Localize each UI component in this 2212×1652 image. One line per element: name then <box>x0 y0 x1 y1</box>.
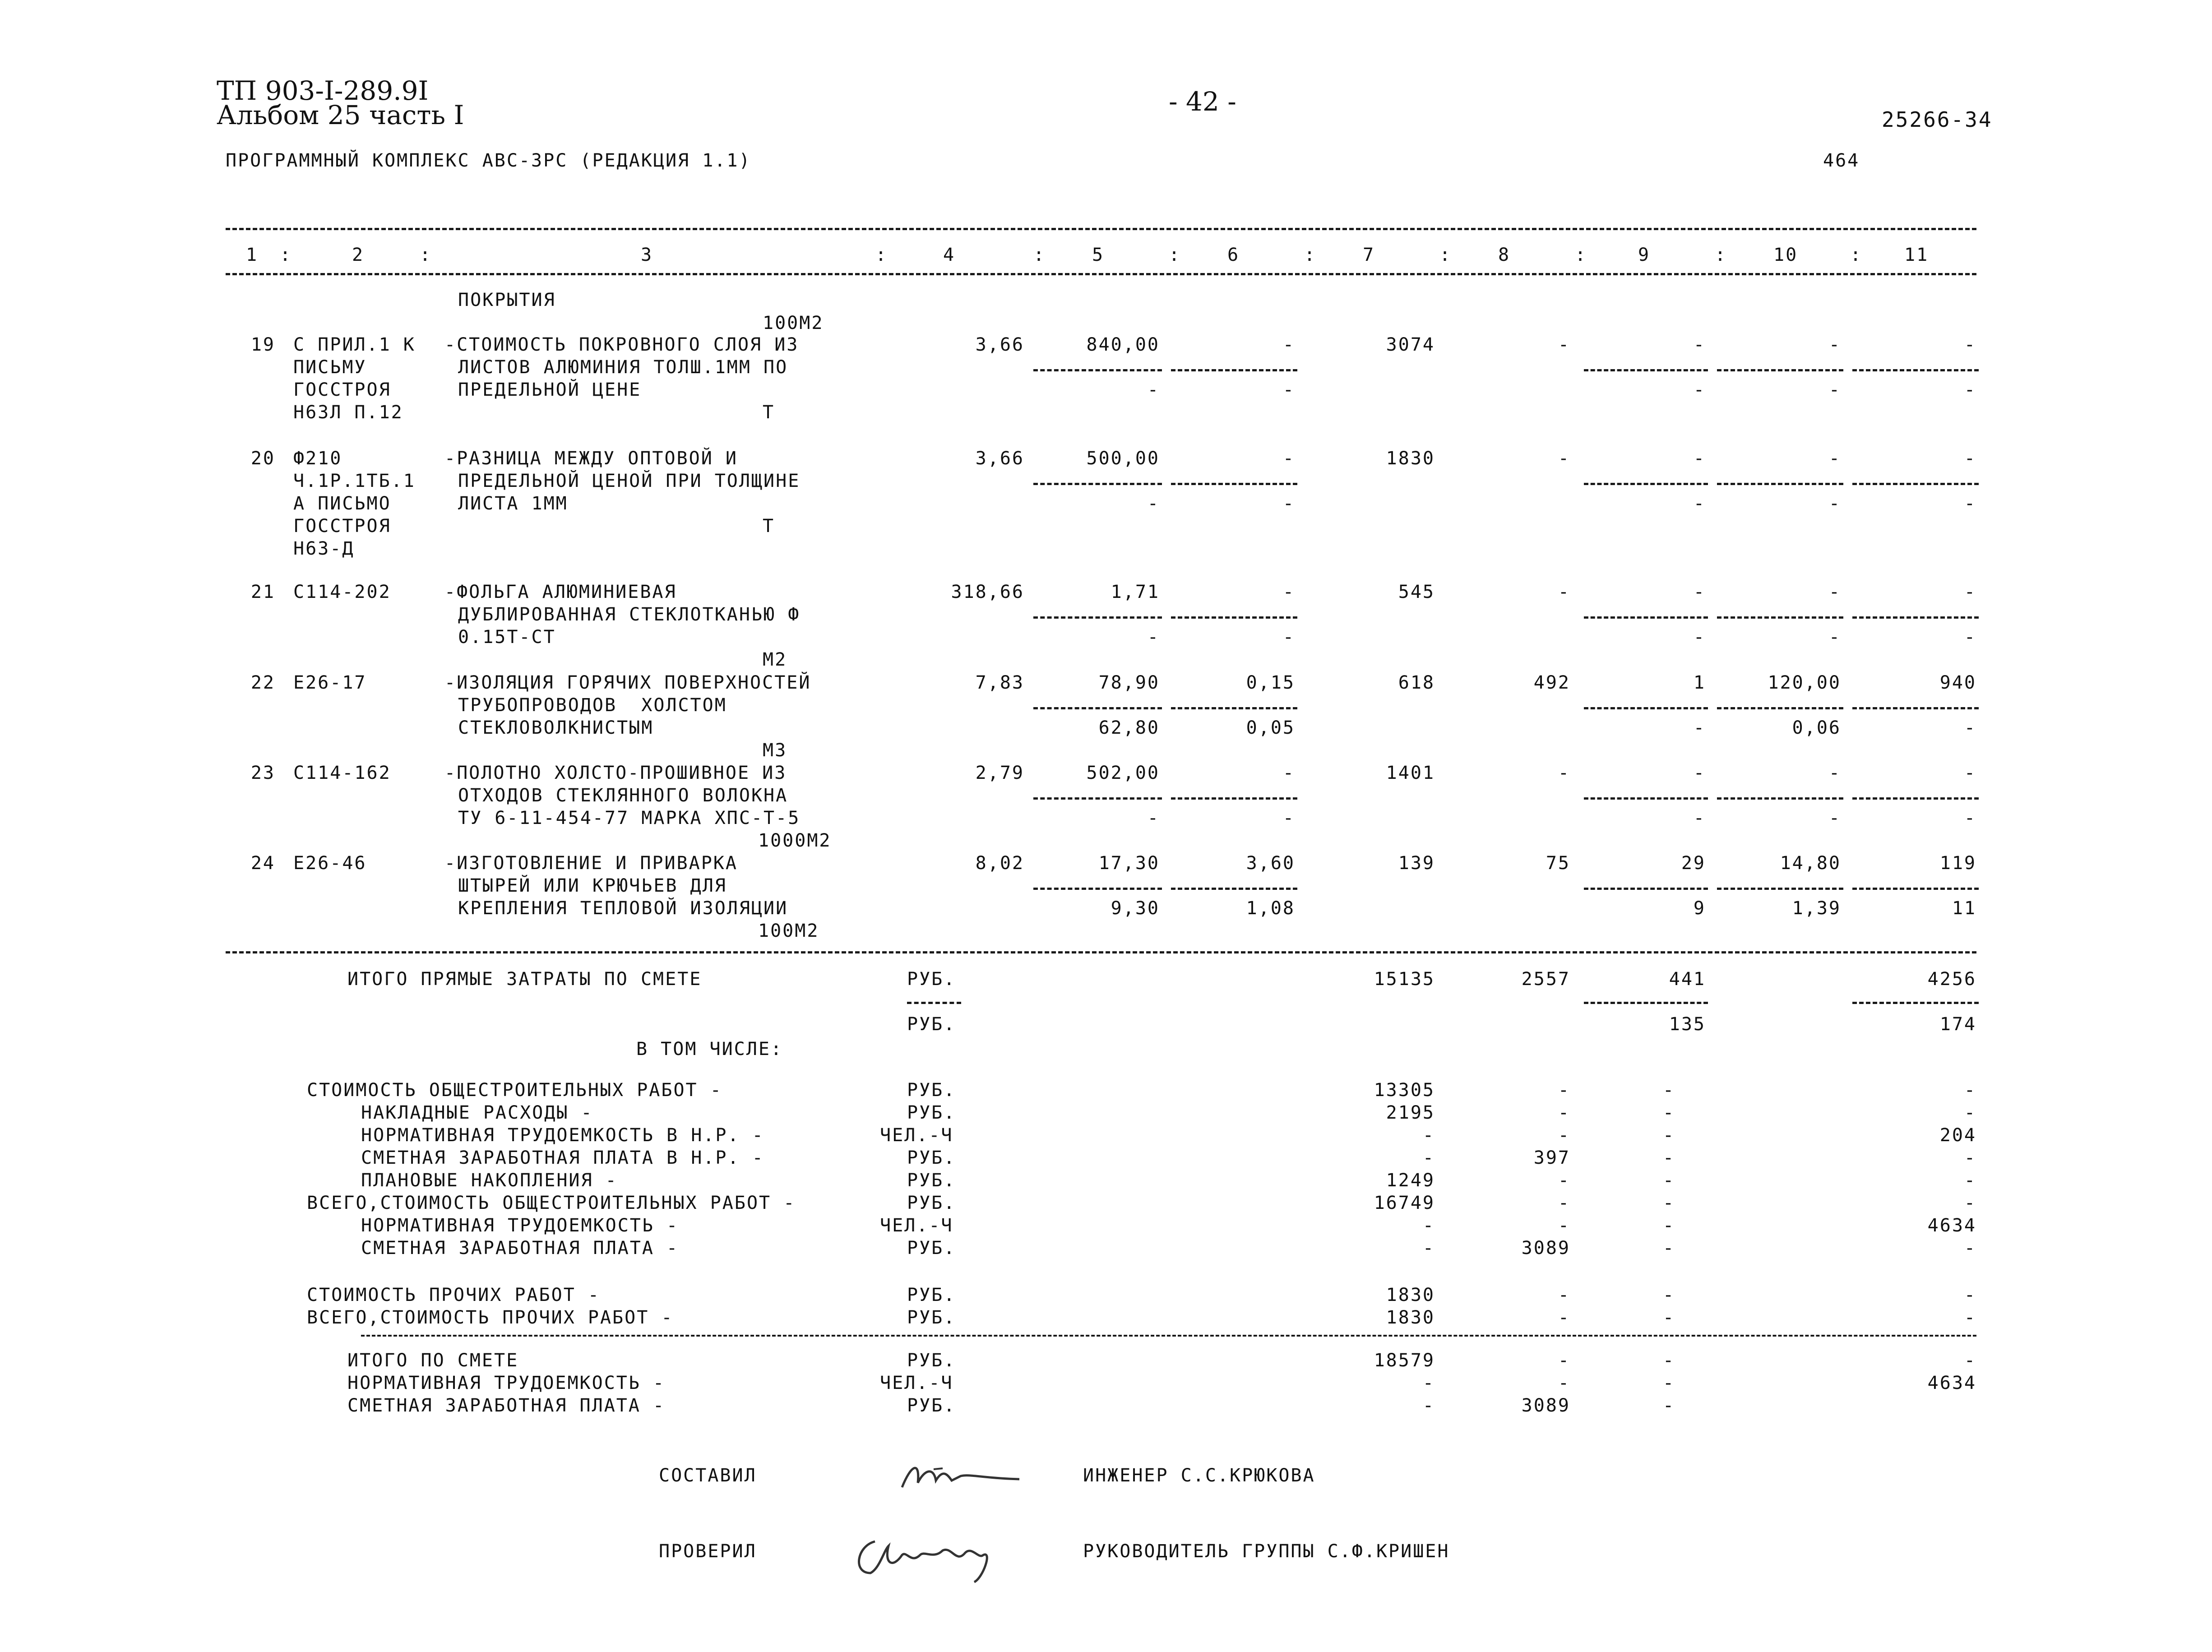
final-row-label: НОРМАТИВНАЯ ТРУДОЕМКОСТЬ - <box>347 1373 666 1393</box>
direct-wages: 2557 <box>1521 969 1570 990</box>
cell-separator <box>1584 707 1708 709</box>
cell-quantity: 7,83 <box>975 672 1024 693</box>
final-row-c8: 3089 <box>1521 1395 1570 1416</box>
final-row-unit: РУБ. <box>907 1350 956 1371</box>
cell-c6-secondary: - <box>1282 379 1295 400</box>
cell-c6: - <box>1282 582 1295 602</box>
final-row-c11: - <box>1964 1350 1976 1371</box>
summary-row-c9: - <box>1663 1193 1675 1213</box>
cell-c6: 3,60 <box>1246 853 1295 874</box>
summary-row-c11: - <box>1964 1080 1976 1101</box>
final-row-label: ИТОГО ПО СМЕТЕ <box>347 1350 519 1371</box>
cell-c10-secondary: - <box>1828 808 1841 828</box>
summary-row-c7: 16749 <box>1374 1193 1435 1213</box>
header-rule-top <box>226 228 1976 230</box>
summary-row-unit: РУБ. <box>907 1102 956 1123</box>
cell-separator <box>1033 369 1162 371</box>
cell-c5-secondary: - <box>1147 808 1160 828</box>
cell-c11: - <box>1964 763 1976 783</box>
cell-c5: 78,90 <box>1098 672 1160 693</box>
cell-c6-secondary: - <box>1282 808 1295 828</box>
other-row-c7: 1830 <box>1386 1285 1435 1305</box>
cell-separator <box>1584 616 1708 619</box>
cell-c9-secondary: - <box>1693 717 1706 738</box>
direct-total: 15135 <box>1374 969 1435 990</box>
cell-c9: - <box>1693 582 1706 602</box>
summary-row-label: СМЕТНАЯ ЗАРАБОТНАЯ ПЛАТА В Н.Р. - <box>361 1148 764 1168</box>
row-description: ШТЫРЕЙ ИЛИ КРЮЧЬЕВ ДЛЯ <box>458 875 727 896</box>
cell-separator <box>1717 888 1843 890</box>
row-code: Н63-Д <box>293 538 355 559</box>
direct-c9: 441 <box>1669 969 1706 990</box>
cell-c9-secondary: - <box>1693 379 1706 400</box>
summary-row-label: ВСЕГО,СТОИМОСТЬ ОБЩЕСТРОИТЕЛЬНЫХ РАБОТ - <box>307 1193 796 1213</box>
column-separator: : <box>1169 245 1181 265</box>
cell-separator <box>1717 369 1843 371</box>
cell-c10-secondary: 1,39 <box>1792 898 1841 919</box>
album-label: Альбом 25 часть I <box>217 100 464 130</box>
cell-c11: 119 <box>1939 853 1976 874</box>
row-description: -СТОИМОСТЬ ПОКРОВНОГО СЛОЯ ИЗ <box>444 334 799 355</box>
cell-separator <box>1584 797 1708 800</box>
cell-c6-secondary: 1,08 <box>1246 898 1295 919</box>
cell-total-cost: 1401 <box>1386 763 1435 783</box>
row-description: ТУ 6-11-454-77 МАРКА ХПС-Т-5 <box>458 808 801 828</box>
cell-c10: - <box>1828 582 1841 602</box>
summary-row-c7: 2195 <box>1386 1102 1435 1123</box>
cell-c11: - <box>1964 334 1976 355</box>
cell-separator <box>1033 616 1162 619</box>
summary-row-label: НОРМАТИВНАЯ ТРУДОЕМКОСТЬ - <box>361 1215 679 1236</box>
cell-separator <box>1171 797 1297 800</box>
row-number: 24 <box>250 853 275 874</box>
row-description: ПРЕДЕЛЬНОЙ ЦЕНЕ <box>458 379 642 400</box>
row-number: 23 <box>250 763 275 783</box>
compiler-name: ИНЖЕНЕР С.С.КРЮКОВА <box>1083 1465 1315 1486</box>
cell-c6: - <box>1282 334 1295 355</box>
cell-c6: 0,15 <box>1246 672 1295 693</box>
compiled-label: СОСТАВИЛ <box>659 1465 757 1486</box>
cell-c5-secondary: 62,80 <box>1098 717 1160 738</box>
cell-total-cost: 618 <box>1398 672 1435 693</box>
column-header-8: 8 <box>1498 245 1511 265</box>
column-separator: : <box>875 245 888 265</box>
row-code: А ПИСЬМО <box>293 493 391 514</box>
summary-row-c9: - <box>1663 1102 1675 1123</box>
direct-c9-secondary: 135 <box>1669 1014 1706 1035</box>
cell-c6-secondary: 0,05 <box>1246 717 1295 738</box>
cell-c10-secondary: - <box>1828 627 1841 648</box>
cell-c9: 1 <box>1693 672 1706 693</box>
column-header-1: 1 <box>246 245 259 265</box>
other-row-c9: - <box>1663 1285 1675 1305</box>
row-description: ЛИСТОВ АЛЮМИНИЯ ТОЛШ.1ММ ПО <box>458 357 788 378</box>
row-unit: 100М2 <box>763 313 824 333</box>
final-row-unit: РУБ. <box>907 1395 956 1416</box>
summary-row-c9: - <box>1663 1125 1675 1146</box>
cell-c10-secondary: - <box>1828 493 1841 514</box>
compiler-signature <box>875 1448 1011 1489</box>
summary-row-c11: 4634 <box>1927 1215 1976 1236</box>
cell-c6-secondary: - <box>1282 627 1295 648</box>
row-number: 21 <box>250 582 275 602</box>
cell-separator <box>1584 483 1708 485</box>
row-unit: М3 <box>763 740 787 761</box>
cell-c11-secondary: - <box>1964 379 1976 400</box>
summary-row-label: СТОИМОСТЬ ОБЩЕСТРОИТЕЛЬНЫХ РАБОТ - <box>307 1080 722 1101</box>
cell-separator <box>1852 1002 1979 1004</box>
cell-total-cost: 3074 <box>1386 334 1435 355</box>
page-number: - 42 - <box>1169 86 1236 117</box>
cell-separator <box>1852 369 1979 371</box>
final-row-c8: - <box>1558 1373 1570 1393</box>
column-header-7: 7 <box>1363 245 1375 265</box>
final-row-c9: - <box>1663 1395 1675 1416</box>
row-description: 0.15Т-СТ <box>458 627 556 648</box>
cell-c5: 1,71 <box>1111 582 1160 602</box>
cell-separator <box>1717 483 1843 485</box>
cell-c9-secondary: - <box>1693 493 1706 514</box>
summary-row-c11: - <box>1964 1148 1976 1168</box>
summary-row-c7: - <box>1422 1148 1435 1168</box>
cell-separator <box>1584 369 1708 371</box>
summary-row-unit: ЧЕЛ.-Ч <box>880 1125 953 1146</box>
cell-c6: - <box>1282 448 1295 469</box>
cell-c5: 17,30 <box>1098 853 1160 874</box>
cell-wages: 75 <box>1546 853 1570 874</box>
row-unit: Т <box>763 516 775 537</box>
cell-c9: - <box>1693 763 1706 783</box>
summary-row-unit: РУБ. <box>907 1080 956 1101</box>
row-unit: 100М2 <box>758 921 819 941</box>
cell-c5: 502,00 <box>1086 763 1160 783</box>
summary-row-label: НОРМАТИВНАЯ ТРУДОЕМКОСТЬ В Н.Р. - <box>361 1125 764 1146</box>
summary-row-c9: - <box>1663 1238 1675 1259</box>
column-header-10: 10 <box>1773 245 1798 265</box>
row-code: Н63Л П.12 <box>293 402 403 423</box>
summary-row-c8: 3089 <box>1521 1238 1570 1259</box>
cell-separator <box>1584 1002 1708 1004</box>
checker-name: РУКОВОДИТЕЛЬ ГРУППЫ С.Ф.КРИШЕН <box>1083 1541 1450 1562</box>
cell-total-cost: 545 <box>1398 582 1435 602</box>
row-description: ОТХОДОВ СТЕКЛЯННОГО ВОЛОКНА <box>458 785 788 806</box>
cell-c11-secondary: - <box>1964 717 1976 738</box>
summary-row-c8: 397 <box>1533 1148 1570 1168</box>
direct-costs-unit: РУБ. <box>907 969 956 990</box>
column-header-9: 9 <box>1638 245 1651 265</box>
cell-c11-secondary: - <box>1964 808 1976 828</box>
summary-row-c11: - <box>1964 1170 1976 1191</box>
row-description: ПРЕДЕЛЬНОЙ ЦЕНОЙ ПРИ ТОЛЩИНЕ <box>458 471 801 491</box>
summary-row-label: НАКЛАДНЫЕ РАСХОДЫ - <box>361 1102 593 1123</box>
cell-c10-secondary: 0,06 <box>1792 717 1841 738</box>
document-code: 25266-34 <box>1882 107 1993 132</box>
row-code: С ПРИЛ.1 К <box>293 334 416 355</box>
cell-quantity: 2,79 <box>975 763 1024 783</box>
row-code: ГОССТРОЯ <box>293 516 391 537</box>
other-row-unit: РУБ. <box>907 1285 956 1305</box>
row-code: С114-162 <box>293 763 391 783</box>
cell-separator <box>1852 616 1979 619</box>
column-separator: : <box>1304 245 1317 265</box>
row-number: 19 <box>250 334 275 355</box>
cell-separator <box>1171 369 1297 371</box>
row-code: Ч.1Р.1ТБ.1 <box>293 471 416 491</box>
summary-row-c8: - <box>1558 1193 1570 1213</box>
final-row-c7: 18579 <box>1374 1350 1435 1371</box>
final-row-c7: - <box>1422 1373 1435 1393</box>
row-description: ДУБЛИРОВАННАЯ СТЕКЛОТКАНЬЮ Ф <box>458 604 801 625</box>
cell-c5-secondary: 9,30 <box>1111 898 1160 919</box>
summary-row-unit: РУБ. <box>907 1193 956 1213</box>
cell-wages: - <box>1558 334 1570 355</box>
cell-c11-secondary: 11 <box>1952 898 1976 919</box>
cell-separator <box>1584 888 1708 890</box>
final-row-c8: - <box>1558 1350 1570 1371</box>
cell-total-cost: 1830 <box>1386 448 1435 469</box>
row-code: С114-202 <box>293 582 391 602</box>
row-unit: Т <box>763 402 775 423</box>
cell-separator <box>1033 797 1162 800</box>
row-description: КРЕПЛЕНИЯ ТЕПЛОВОЙ ИЗОЛЯЦИИ <box>458 898 788 919</box>
column-separator: : <box>420 245 432 265</box>
cell-c6-secondary: - <box>1282 493 1295 514</box>
cell-separator <box>1717 616 1843 619</box>
row-unit: 1000М2 <box>758 830 832 851</box>
row-description: ТРУБОПРОВОДОВ ХОЛСТОМ <box>458 695 727 716</box>
cell-wages: - <box>1558 763 1570 783</box>
cell-total-cost: 139 <box>1398 853 1435 874</box>
cell-separator <box>1033 483 1162 485</box>
cell-quantity: 8,02 <box>975 853 1024 874</box>
other-row-unit: РУБ. <box>907 1307 956 1328</box>
column-header-2: 2 <box>352 245 365 265</box>
summary-row-c7: - <box>1422 1215 1435 1236</box>
column-header-5: 5 <box>1092 245 1105 265</box>
final-row-unit: ЧЕЛ.-Ч <box>880 1373 953 1393</box>
cell-c10: - <box>1828 763 1841 783</box>
summary-row-c11: - <box>1964 1102 1976 1123</box>
summary-row-c8: - <box>1558 1125 1570 1146</box>
cell-separator <box>1852 707 1979 709</box>
cell-c6: - <box>1282 763 1295 783</box>
row-code: ПИСЬМУ <box>293 357 367 378</box>
final-rule <box>361 1335 1976 1337</box>
summary-row-c11: - <box>1964 1193 1976 1213</box>
cell-quantity: 3,66 <box>975 334 1024 355</box>
cell-c11: 940 <box>1939 672 1976 693</box>
final-row-c11: 4634 <box>1927 1373 1976 1393</box>
unit-underline <box>907 1002 961 1004</box>
summary-row-c9: - <box>1663 1215 1675 1236</box>
summary-row-c8: - <box>1558 1080 1570 1101</box>
cell-c5: 500,00 <box>1086 448 1160 469</box>
checked-label: ПРОВЕРИЛ <box>659 1541 757 1562</box>
other-row-c8: - <box>1558 1307 1570 1328</box>
row-description: ЛИСТА 1ММ <box>458 493 568 514</box>
other-row-label: ВСЕГО,СТОИМОСТЬ ПРОЧИХ РАБОТ - <box>307 1307 674 1328</box>
summary-row-unit: ЧЕЛ.-Ч <box>880 1215 953 1236</box>
row-description: -ИЗОЛЯЦИЯ ГОРЯЧИХ ПОВЕРХНОСТЕЙ <box>444 672 811 693</box>
cell-c9-secondary: - <box>1693 808 1706 828</box>
summary-row-c9: - <box>1663 1080 1675 1101</box>
summary-row-c8: - <box>1558 1170 1570 1191</box>
final-row-label: СМЕТНАЯ ЗАРАБОТНАЯ ПЛАТА - <box>347 1395 666 1416</box>
cell-c9: - <box>1693 334 1706 355</box>
other-row-c7: 1830 <box>1386 1307 1435 1328</box>
cell-quantity: 318,66 <box>951 582 1024 602</box>
cell-c5: 840,00 <box>1086 334 1160 355</box>
section-title: ПОКРЫТИЯ <box>458 290 556 310</box>
cell-c5-secondary: - <box>1147 627 1160 648</box>
summary-row-c7: 13305 <box>1374 1080 1435 1101</box>
items-end-rule <box>226 951 1976 953</box>
cell-c9: 29 <box>1681 853 1706 874</box>
including-label: В ТОМ ЧИСЛЕ: <box>636 1039 783 1060</box>
cell-c9: - <box>1693 448 1706 469</box>
other-row-label: СТОИМОСТЬ ПРОЧИХ РАБОТ - <box>307 1285 600 1305</box>
column-separator: : <box>1575 245 1587 265</box>
cell-c9-secondary: - <box>1693 627 1706 648</box>
summary-row-c7: - <box>1422 1238 1435 1259</box>
cell-c9-secondary: 9 <box>1693 898 1706 919</box>
cell-quantity: 3,66 <box>975 448 1024 469</box>
checker-signature <box>830 1516 1002 1579</box>
cell-separator <box>1717 797 1843 800</box>
program-title: ПРОГРАММНЫЙ КОМПЛЕКС АВС-3РС (РЕДАКЦИЯ 1.1) <box>226 150 751 171</box>
column-header-6: 6 <box>1227 245 1240 265</box>
summary-row-c7: 1249 <box>1386 1170 1435 1191</box>
column-header-4: 4 <box>943 245 956 265</box>
row-code: Ф210 <box>293 448 342 469</box>
other-row-c9: - <box>1663 1307 1675 1328</box>
column-header-3: 3 <box>641 245 653 265</box>
row-number: 22 <box>250 672 275 693</box>
cell-c11: - <box>1964 582 1976 602</box>
summary-row-c9: - <box>1663 1148 1675 1168</box>
row-code: ГОССТРОЯ <box>293 379 391 400</box>
summary-row-c11: 204 <box>1939 1125 1976 1146</box>
cell-c10-secondary: - <box>1828 379 1841 400</box>
column-header-11: 11 <box>1904 245 1929 265</box>
other-row-c11: - <box>1964 1285 1976 1305</box>
column-separator: : <box>280 245 292 265</box>
row-description: -ИЗГОТОВЛЕНИЕ И ПРИВАРКА <box>444 853 738 874</box>
cell-separator <box>1852 888 1979 890</box>
summary-row-unit: РУБ. <box>907 1170 956 1191</box>
summary-row-c9: - <box>1663 1170 1675 1191</box>
cell-separator <box>1171 616 1297 619</box>
summary-row-label: ПЛАНОВЫЕ НАКОПЛЕНИЯ - <box>361 1170 618 1191</box>
cell-separator <box>1852 483 1979 485</box>
cell-c11-secondary: - <box>1964 627 1976 648</box>
direct-costs-label: ИТОГО ПРЯМЫЕ ЗАТРАТЫ ПО СМЕТЕ <box>347 969 702 990</box>
cell-c10: - <box>1828 334 1841 355</box>
cell-wages: - <box>1558 582 1570 602</box>
header-rule-bottom <box>226 273 1976 275</box>
summary-row-c11: - <box>1964 1238 1976 1259</box>
cell-wages: 492 <box>1533 672 1570 693</box>
summary-row-c8: - <box>1558 1102 1570 1123</box>
cell-separator <box>1171 707 1297 709</box>
direct-c11-secondary: 174 <box>1939 1014 1976 1035</box>
direct-costs-unit-2: РУБ. <box>907 1014 956 1035</box>
cell-c11: - <box>1964 448 1976 469</box>
cell-separator <box>1033 888 1162 890</box>
summary-row-c7: - <box>1422 1125 1435 1146</box>
summary-row-unit: РУБ. <box>907 1148 956 1168</box>
cell-c5-secondary: - <box>1147 493 1160 514</box>
cell-separator <box>1033 707 1162 709</box>
column-separator: : <box>1033 245 1046 265</box>
cell-c10: - <box>1828 448 1841 469</box>
cell-c11-secondary: - <box>1964 493 1976 514</box>
row-description: -ФОЛЬГА АЛЮМИНИЕВАЯ <box>444 582 677 602</box>
cell-c10: 14,80 <box>1780 853 1841 874</box>
direct-c11: 4256 <box>1927 969 1976 990</box>
column-separator: : <box>1715 245 1727 265</box>
row-code: Е26-17 <box>293 672 367 693</box>
project-code: ТП 903-I-289.9I <box>217 75 429 106</box>
row-code: Е26-46 <box>293 853 367 874</box>
row-number: 20 <box>250 448 275 469</box>
cell-separator <box>1171 888 1297 890</box>
final-row-c9: - <box>1663 1373 1675 1393</box>
other-row-c11: - <box>1964 1307 1976 1328</box>
summary-row-unit: РУБ. <box>907 1238 956 1259</box>
cell-wages: - <box>1558 448 1570 469</box>
final-row-c7: - <box>1422 1395 1435 1416</box>
sheet-number: 464 <box>1823 150 1860 171</box>
row-unit: М2 <box>763 649 787 670</box>
row-description: СТЕКЛОВОЛКНИСТЫМ <box>458 717 654 738</box>
cell-c5-secondary: - <box>1147 379 1160 400</box>
other-row-c8: - <box>1558 1285 1570 1305</box>
row-description: -РАЗНИЦА МЕЖДУ ОПТОВОЙ И <box>444 448 738 469</box>
column-separator: : <box>1439 245 1452 265</box>
row-description: -ПОЛОТНО ХОЛСТО-ПРОШИВНОЕ ИЗ <box>444 763 787 783</box>
summary-row-c8: - <box>1558 1215 1570 1236</box>
column-separator: : <box>1850 245 1863 265</box>
cell-separator <box>1171 483 1297 485</box>
cell-separator <box>1852 797 1979 800</box>
cell-separator <box>1717 707 1843 709</box>
final-row-c9: - <box>1663 1350 1675 1371</box>
cell-c10: 120,00 <box>1768 672 1841 693</box>
summary-row-label: СМЕТНАЯ ЗАРАБОТНАЯ ПЛАТА - <box>361 1238 679 1259</box>
